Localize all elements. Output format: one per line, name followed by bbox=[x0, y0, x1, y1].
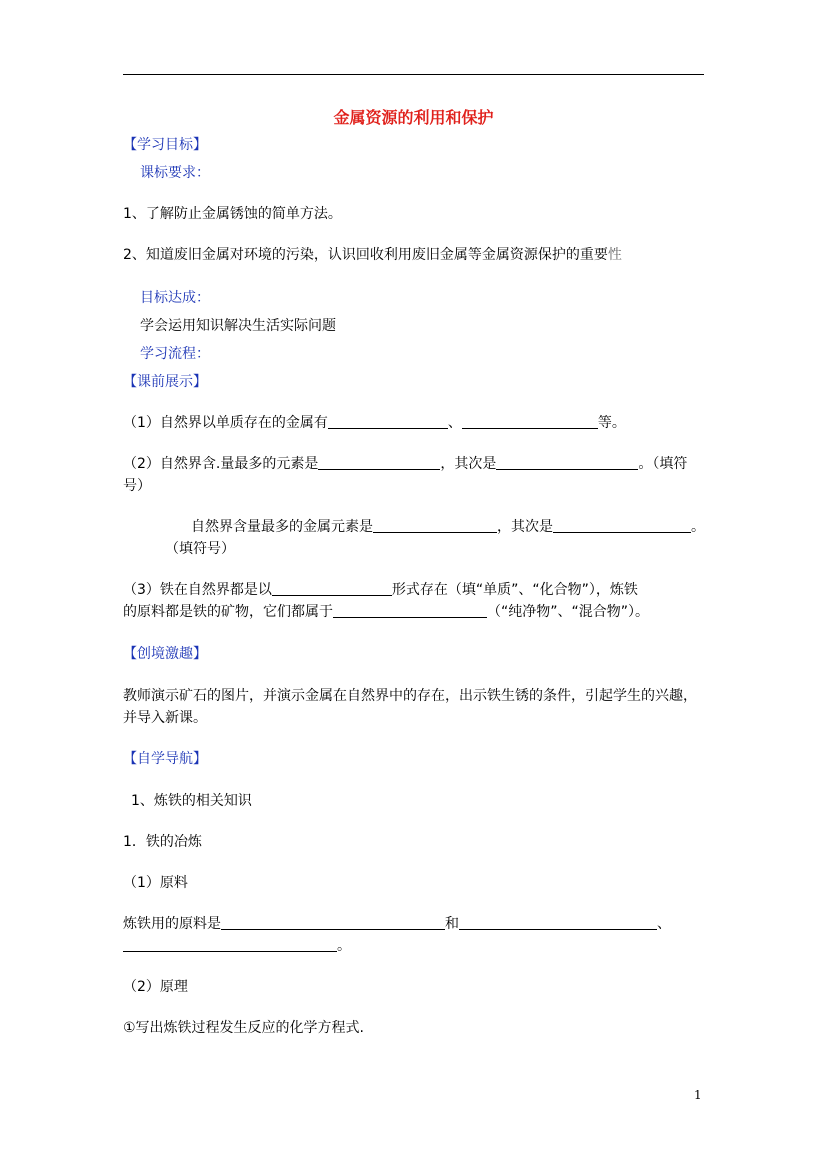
subheading-curriculum: 课标要求： bbox=[140, 165, 210, 181]
q2b-end: 。 bbox=[691, 519, 705, 535]
requirement-2-tail: 性 bbox=[607, 247, 622, 263]
situation-line-1: 教师演示矿石的图片，并演示金属在自然界中的存在，出示铁生锈的条件，引起学生的兴趣， bbox=[123, 688, 697, 704]
header-rule bbox=[123, 74, 704, 75]
fill-blank[interactable] bbox=[123, 937, 337, 952]
q3-options: 形式存在（填“单质”、“化合物”），炼铁 bbox=[391, 582, 638, 598]
page-title: 金属资源的利用和保护 bbox=[333, 108, 494, 127]
section-heading-situation: 【创境激趣】 bbox=[123, 646, 207, 662]
fill-blank[interactable] bbox=[221, 915, 445, 930]
q3-options2: （“纯净物”、“混合物”）。 bbox=[487, 604, 650, 620]
page-number: 1 bbox=[694, 1088, 702, 1102]
self-study-item-3: （1）原料 bbox=[123, 875, 188, 891]
situation-line-2: 并导入新课。 bbox=[123, 710, 207, 726]
self-study-item-2: 1．铁的冶炼 bbox=[123, 834, 202, 850]
materials-text: 炼铁用的原料是 bbox=[123, 916, 221, 932]
raw-materials-line-2 bbox=[123, 937, 351, 955]
requirement-1: 1、了解防止金属锈蚀的简单方法。 bbox=[123, 206, 342, 222]
question-1 bbox=[123, 414, 626, 432]
q2b-wrap: （填符号） bbox=[165, 541, 235, 557]
q2-end: 。（填符 bbox=[638, 456, 688, 472]
q2-text: （2）自然界含.量最多的元素是 bbox=[123, 456, 319, 472]
question-2 bbox=[123, 455, 687, 473]
q2b-text: 自然界含量最多的金属元素是 bbox=[191, 519, 373, 535]
q2-wrap: 号） bbox=[123, 478, 151, 494]
self-study-item-1: 1、炼铁的相关知识 bbox=[131, 793, 252, 809]
question-3-line2 bbox=[123, 603, 649, 621]
fill-blank[interactable] bbox=[272, 581, 392, 596]
q1-text: （1）自然界以单质存在的金属有 bbox=[123, 415, 328, 431]
q1-sep: 、 bbox=[447, 415, 462, 431]
fill-blank[interactable] bbox=[553, 518, 691, 533]
fill-blank[interactable] bbox=[462, 414, 598, 429]
self-study-item-equation: ①写出炼铁过程发生反应的化学方程式. bbox=[123, 1020, 364, 1036]
self-study-item-principle: （2）原理 bbox=[123, 979, 188, 995]
fill-blank[interactable] bbox=[318, 455, 440, 470]
fill-blank[interactable] bbox=[333, 603, 487, 618]
section-heading-self-study: 【自学导航】 bbox=[123, 751, 207, 767]
fill-blank[interactable] bbox=[496, 455, 638, 470]
question-2b bbox=[191, 518, 705, 536]
raw-materials-line bbox=[123, 915, 671, 933]
goal-text: 学会运用知识解决生活实际问题 bbox=[140, 318, 336, 334]
materials-sep: 、 bbox=[657, 916, 671, 932]
section-heading-preview: 【课前展示】 bbox=[123, 374, 207, 390]
q2b-then: ，其次是 bbox=[497, 519, 553, 535]
subheading-flow: 学习流程： bbox=[140, 346, 210, 362]
section-heading-objectives: 【学习目标】 bbox=[123, 137, 207, 153]
materials-and: 和 bbox=[445, 916, 459, 932]
q2-then: ，其次是 bbox=[440, 456, 497, 472]
requirement-2 bbox=[123, 246, 622, 264]
q3-text: （3）铁在自然界都是以 bbox=[123, 582, 272, 598]
fill-blank[interactable] bbox=[373, 518, 497, 533]
fill-blank[interactable] bbox=[459, 915, 657, 930]
question-3 bbox=[123, 581, 638, 599]
requirement-2-text: 2、知道废旧金属对环境的污染，认识回收利用废旧金属等金属资源保护的重要 bbox=[123, 247, 608, 263]
q1-end: 等。 bbox=[597, 415, 626, 431]
materials-end: 。 bbox=[337, 938, 351, 954]
subheading-goal: 目标达成： bbox=[140, 290, 210, 306]
fill-blank[interactable] bbox=[328, 414, 448, 429]
q3-text2: 的原料都是铁的矿物，它们都属于 bbox=[123, 604, 333, 620]
